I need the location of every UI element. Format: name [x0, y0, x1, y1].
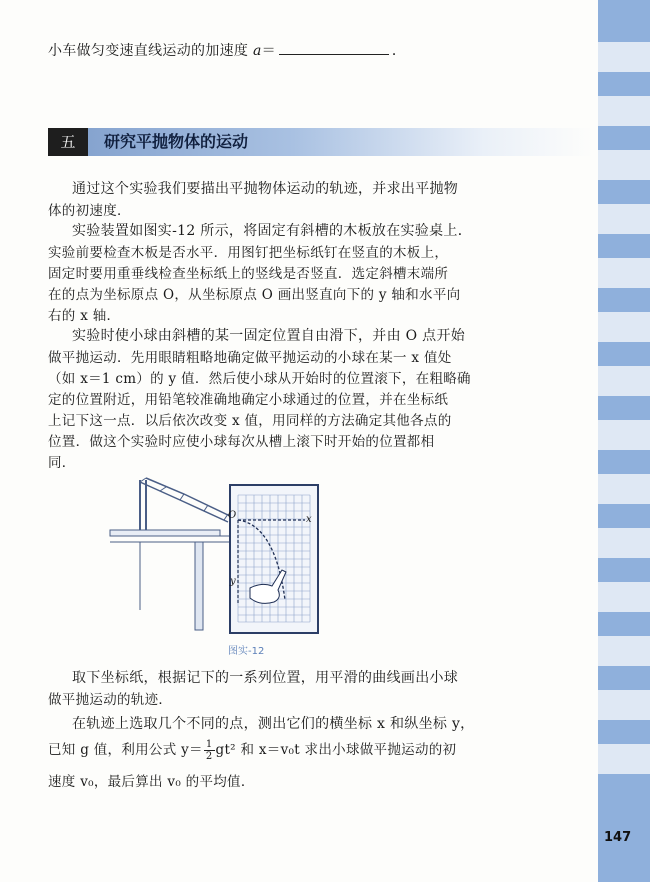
figure-caption: 图实-12 [228, 646, 265, 657]
experiment-apparatus-figure [100, 470, 340, 635]
paragraph-line: 右的 x 轴． [48, 308, 121, 324]
formula-text-start: 已知 g 值，利用公式 y＝ [48, 742, 203, 758]
index-tab [598, 312, 650, 342]
index-tab [598, 204, 650, 234]
index-tab [598, 636, 650, 666]
paragraph-line: 位置．做这个实验时应使小球每次从槽上滚下时开始的位置都相 [48, 434, 435, 450]
section-title: 研究平抛物体的运动 [104, 132, 249, 151]
fraction-numerator: 1 [205, 739, 213, 750]
paragraph-line: （如 x＝1 cm）的 y 值．然后使小球从开始时的位置滚下，在粗略确 [48, 371, 471, 387]
paragraph-line: 速度 v₀，最后算出 v₀ 的平均值． [48, 774, 255, 790]
section-header [48, 128, 593, 156]
equals-sign: ＝ [261, 43, 276, 59]
thumb-index-strip [598, 0, 650, 882]
paragraph-line: 通过这个实验我们要描出平抛物体运动的轨迹，并求出平抛物 [72, 181, 459, 197]
paragraph-line: 固定时要用重垂线检查坐标纸上的竖线是否竖直．选定斜槽末端所 [48, 266, 449, 282]
paragraph-line: 取下坐标纸，根据记下的一系列位置，用平滑的曲线画出小球 [72, 670, 459, 686]
origin-label: O [228, 510, 237, 521]
paragraph-line: 体的初速度． [48, 203, 131, 219]
paragraph-line: 在的点为坐标原点 O，从坐标原点 O 画出竖直向下的 y 轴和水平向 [48, 287, 461, 303]
index-tab [598, 150, 650, 180]
index-tab [598, 690, 650, 720]
index-tab [598, 528, 650, 558]
section-number: 五 [48, 128, 88, 156]
fraction-one-half [204, 739, 215, 762]
acceleration-question-line [48, 40, 406, 60]
paragraph-line: 同． [48, 455, 76, 471]
answer-blank [279, 41, 389, 55]
paragraph-line: 在轨迹上选取几个不同的点，测出它们的横坐标 x 和纵坐标 y， [72, 716, 475, 732]
paragraph-line: 定的位置附近，用铅笔较准确地确定小球通过的位置，并在坐标纸 [48, 392, 449, 408]
page-number: 147 [604, 830, 632, 845]
paragraph-line: 实验时使小球由斜槽的某一固定位置自由滑下，并由 O 点开始 [72, 328, 466, 344]
paragraph-line: 做平抛运动的轨迹． [48, 692, 173, 708]
question-text: 小车做匀变速直线运动的加速度 [48, 43, 253, 59]
paragraph-line: 实验装置如图实-12 所示，将固定有斜槽的木板放在实验桌上． [72, 223, 472, 239]
variable-a: a [252, 43, 262, 59]
paragraph-line: 上记下这一点．以后依次改变 x 值，用同样的方法确定其他各点的 [48, 413, 452, 429]
index-tab [598, 366, 650, 396]
formula-text-end: gt² 和 x＝v₀t 求出小球做平抛运动的初 [215, 742, 457, 758]
fraction-denominator: 2 [205, 751, 213, 762]
x-axis-label: x [306, 514, 312, 525]
index-tab [598, 258, 650, 288]
period: ． [391, 43, 407, 59]
index-tab [598, 582, 650, 612]
index-tab [598, 96, 650, 126]
index-tab [598, 474, 650, 504]
y-axis-label: y [230, 576, 236, 587]
apparatus-illustration [100, 470, 340, 635]
paragraph-line: 做平抛运动．先用眼睛粗略地确定做平抛运动的小球在某一 x 值处 [48, 350, 452, 366]
formula-line [48, 738, 456, 762]
index-tab [598, 42, 650, 72]
index-tab [598, 744, 650, 774]
index-tab [598, 420, 650, 450]
paragraph-line: 实验前要检查木板是否水平．用图钉把坐标纸钉在竖直的木板上， [48, 245, 449, 261]
